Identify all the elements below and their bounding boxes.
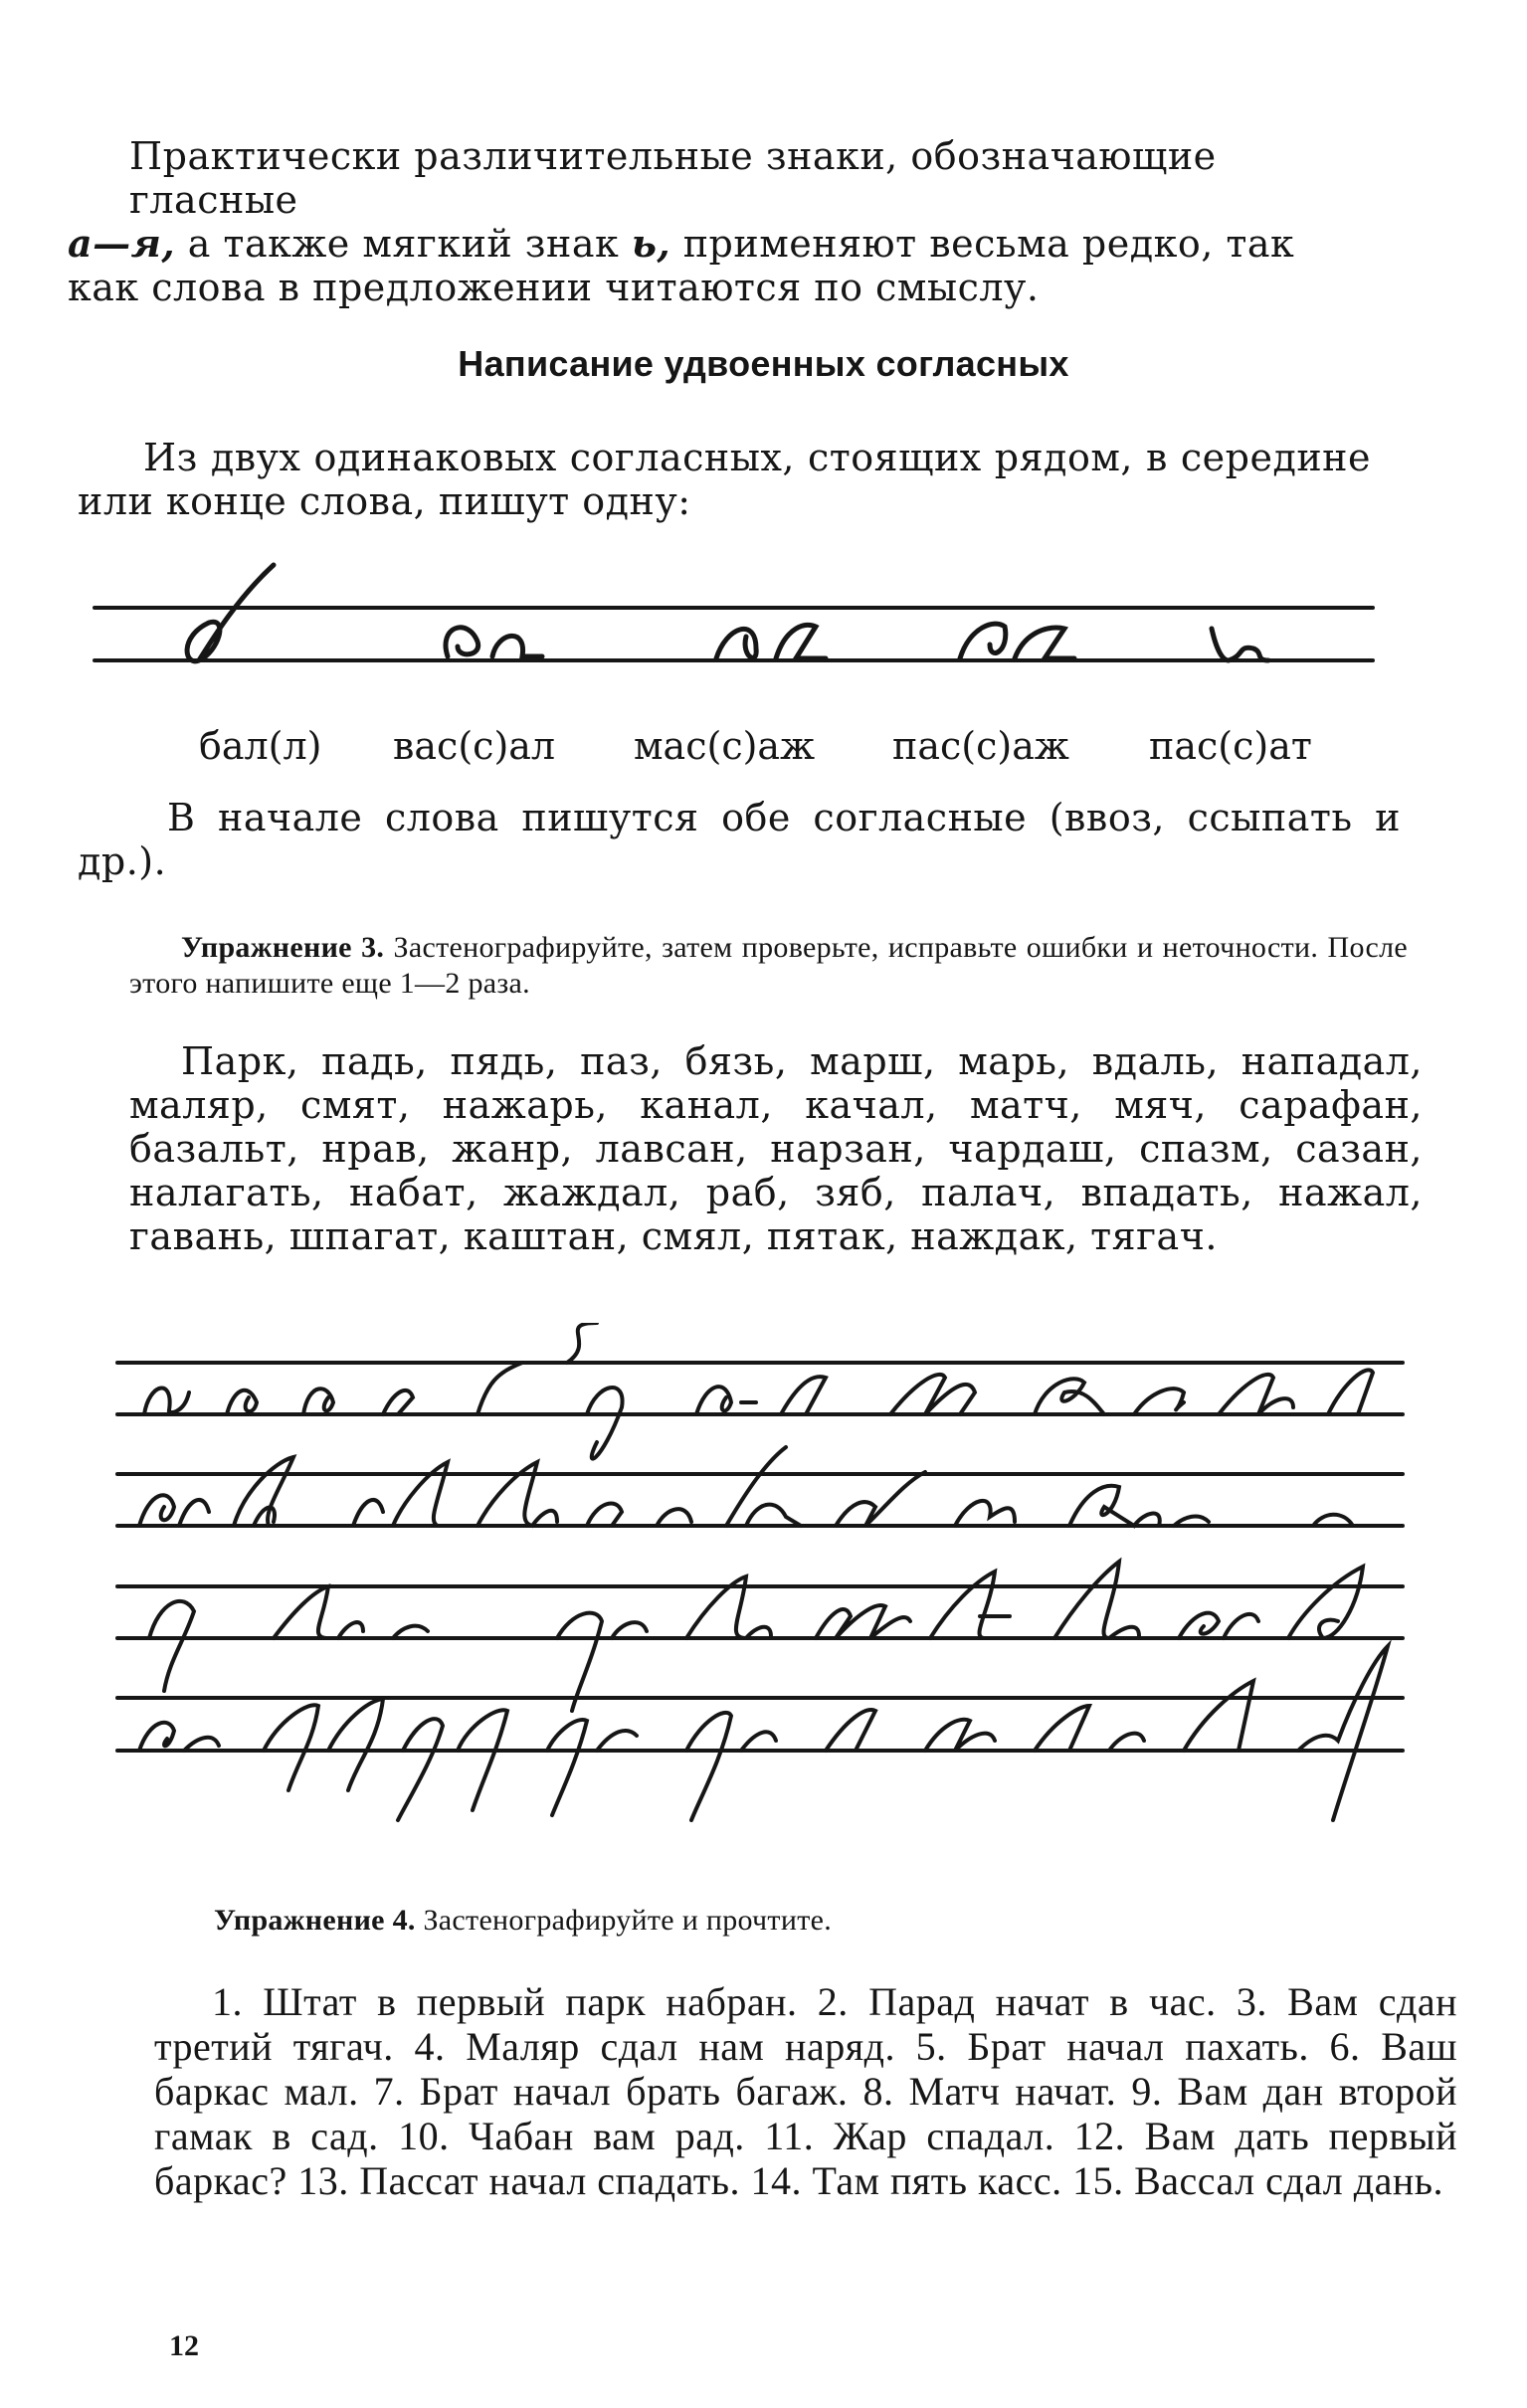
shorthand-stroke — [227, 1390, 257, 1414]
shorthand-stroke-bal — [187, 565, 274, 661]
shorthand-stroke — [139, 1495, 209, 1526]
shorthand-stroke — [1298, 1646, 1388, 1820]
exercise-4-text: Застенографируйте и прочтите. — [415, 1904, 833, 1937]
exercise-3-label: Упражнение 3. — [181, 931, 385, 964]
shorthand-stroke — [1134, 1389, 1184, 1414]
note-paragraph: В начале слова пишутся обе согласные (ввоз, ссыпать и др.). — [78, 796, 1401, 883]
example-word: вас(с)ал — [393, 724, 556, 768]
shorthand-stroke — [925, 1720, 995, 1751]
shorthand-stroke — [149, 1601, 194, 1691]
shorthand-stroke — [890, 1375, 975, 1414]
exercise-4-instruction — [214, 1903, 1408, 1939]
shorthand-stroke — [547, 1720, 637, 1815]
soft-sign: ь, — [631, 221, 671, 266]
example-word: пас(с)ат — [1149, 724, 1312, 768]
shorthand-stroke-vasal — [446, 628, 542, 656]
shorthand-stroke — [955, 1501, 1015, 1526]
shorthand-stroke — [398, 1710, 507, 1820]
intro-line-1: Практически различительные знаки, обозначающие гласные — [129, 134, 1217, 222]
exercise-3-instruction — [129, 930, 1408, 1002]
shorthand-stroke — [303, 1389, 333, 1414]
exercise-3-words: Парк, падь, пядь, паз, бязь, марш, марь, вдаль, нападал, маляр, смят, нажарь, канал, качал, матч, мяч, сарафан, базальт, нрав, жанр, лавсан, нарзан, чардаш, спазм, сазан, налагать, набат, жаждал, раб, зяб, палач, впадать, нажал, гавань, шпагат, каштан, смял, пятак, наждак, тягач. — [129, 1039, 1423, 1258]
example-word: пас(с)аж — [892, 724, 1069, 768]
intro-line-2-end: применяют весьма редко, так — [670, 222, 1295, 266]
shorthand-stroke — [1328, 1370, 1383, 1414]
shorthand-stroke-pasazh — [960, 624, 1074, 658]
shorthand-stroke — [1179, 1613, 1258, 1638]
intro-paragraph — [68, 134, 1361, 309]
shorthand-stroke — [1184, 1681, 1273, 1751]
example-word: мас(с)аж — [634, 724, 816, 768]
shorthand-stroke — [1219, 1375, 1293, 1414]
shorthand-stroke — [1035, 1379, 1104, 1414]
shorthand-stroke — [477, 1363, 522, 1414]
shorthand-stroke — [264, 1699, 383, 1790]
intro-line-2 — [68, 222, 1361, 266]
shorthand-stroke-pasat — [1212, 629, 1268, 660]
example-word: бал(л) — [199, 724, 322, 768]
section-rule: Из двух одинаковых согласных, стоящих рядом, в середине или конце слова, пишут одну: — [78, 436, 1371, 523]
shorthand-stroke — [587, 1504, 691, 1526]
shorthand-stroke — [781, 1377, 836, 1414]
section-title: Написание удвоенных согласных — [458, 343, 1069, 384]
shorthand-stroke — [686, 1713, 776, 1820]
shorthand-stroke — [1035, 1706, 1144, 1751]
shorthand-stroke — [826, 1710, 895, 1751]
shorthand-stroke — [816, 1605, 910, 1638]
letter-pair: а—я, — [68, 221, 176, 266]
shorthand-stroke — [1054, 1562, 1139, 1638]
shorthand-answer-block — [0, 1323, 1527, 1860]
shorthand-example-row — [0, 557, 1527, 676]
shorthand-stroke — [274, 1586, 363, 1638]
shorthand-stroke — [930, 1572, 1010, 1638]
shorthand-stroke — [696, 1387, 756, 1414]
shorthand-stroke — [1069, 1486, 1160, 1526]
shorthand-stroke — [726, 1447, 801, 1526]
shorthand-stroke-masazh — [716, 625, 826, 658]
shorthand-stroke — [477, 1462, 557, 1526]
page-number: 12 — [169, 2329, 199, 2362]
shorthand-stroke — [139, 1723, 219, 1751]
shorthand-stroke — [1288, 1567, 1363, 1638]
shorthand-stroke — [567, 1323, 623, 1459]
exercise-3-text: Застенографируйте, затем проверьте, исправьте ошибки и неточности. После этого напишите еще 1—2 раза. — [129, 931, 1408, 1000]
intro-line-2-mid: а также мягкий знак — [175, 222, 632, 266]
shorthand-stroke — [144, 1389, 189, 1414]
shorthand-stroke — [836, 1472, 925, 1526]
exercise-4-sentences: 1. Штат в первый парк набран. 2. Парад начат в час. 3. Вам сдан третий тягач. 4. Маляр сдал нам наряд. 5. Брат начал пахать. 6. Ваш баркас мал. 7. Брат начал брать багаж. 8. Матч начат. 9. Вам дан второй гамак в сад. 10. Чабан вам рад. 11. Жар спадал. 12. Вам дать первый баркас? 13. Пассат начал спадать. 14. Там пять касс. 15. Вассал сдал дань. — [154, 1979, 1457, 2203]
shorthand-stroke — [383, 1390, 418, 1414]
shorthand-stroke — [234, 1457, 293, 1526]
intro-line-3: как слова в предложении читаются по смыслу. — [68, 266, 1040, 309]
exercise-4-label: Упражнение 4. — [214, 1904, 416, 1937]
shorthand-stroke — [353, 1462, 448, 1526]
